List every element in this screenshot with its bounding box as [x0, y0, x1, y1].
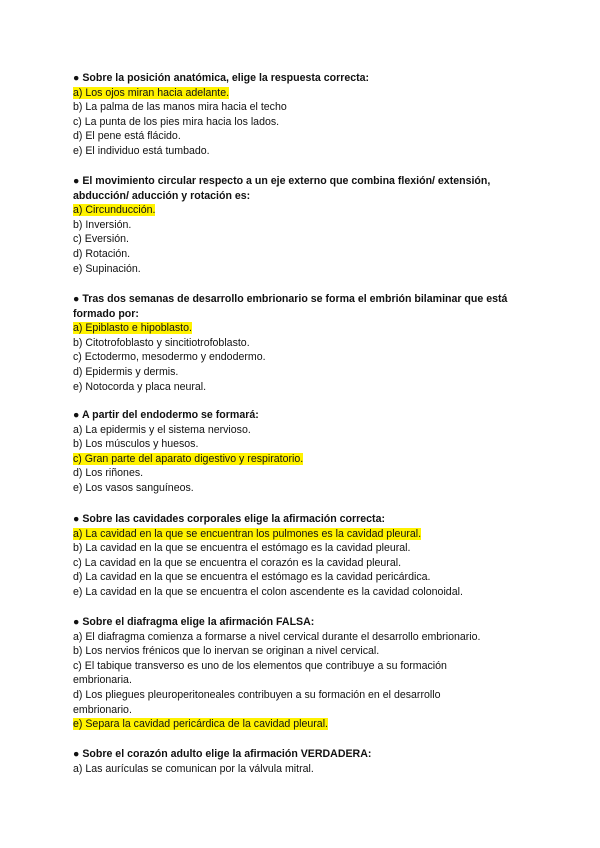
answer-option: c) La punta de los pies mira hacia los lados. — [73, 115, 280, 128]
question-stem: ● A partir del endodermo se formará: — [73, 409, 259, 421]
answer-option: c) El tabique transverso es uno de los elementos que contribuye a su formación embrionaria. — [73, 659, 447, 687]
question-stem: ● Sobre el corazón adulto elige la afirmación VERDADERA: — [73, 748, 372, 760]
answer-option: b) La palma de las manos mira hacia el techo — [73, 101, 287, 114]
question-1 — [73, 71, 533, 159]
answer-option: d) La cavidad en la que se encuentra el estómago es la cavidad pericárdica. — [73, 571, 431, 584]
answer-option: a) La epidermis y el sistema nervioso. — [73, 423, 251, 436]
answer-option: d) Los pliegues pleuroperitoneales contribuyen a su formación en el desarrollo embrionario. — [73, 688, 441, 716]
answer-option — [73, 452, 533, 467]
answer-option: a) El diafragma comienza a formarse a nivel cervical durante el desarrollo embrionario. — [73, 630, 481, 643]
answer-option: b) Los nervios frénicos que lo inervan se originan a nivel cervical. — [73, 645, 380, 658]
answer-option: b) Inversión. — [73, 218, 132, 231]
highlighted-correct-answer: a) La cavidad en la que se encuentran los pulmones es la cavidad pleural. — [73, 527, 422, 540]
question-stem: ● El movimiento circular respecto a un eje externo que combina flexión/ extensión, abducción/ aducción y rotación es: — [73, 175, 491, 202]
question-6 — [73, 615, 533, 732]
answer-option — [73, 86, 533, 101]
answer-option: e) Supinación. — [73, 262, 141, 275]
answer-option: e) La cavidad en la que se encuentra el colon ascendente es la cavidad colonoidal. — [73, 585, 463, 598]
answer-option: c) La cavidad en la que se encuentra el corazón es la cavidad pleural. — [73, 556, 402, 569]
answer-option — [73, 203, 533, 218]
answer-option: d) El pene está flácido. — [73, 130, 181, 143]
question-5 — [73, 512, 533, 600]
answer-option: e) El individuo está tumbado. — [73, 144, 210, 157]
question-stem: ● Tras dos semanas de desarrollo embrionario se forma el embrión bilaminar que está formado por: — [73, 293, 508, 320]
answer-option: b) La cavidad en la que se encuentra el estómago es la cavidad pleural. — [73, 542, 411, 555]
answer-option — [73, 321, 533, 336]
question-2 — [73, 174, 533, 276]
question-7 — [73, 747, 533, 776]
answer-option: c) Ectodermo, mesodermo y endodermo. — [73, 351, 266, 364]
answer-option: d) Rotación. — [73, 247, 131, 260]
question-stem: ● Sobre el diafragma elige la afirmación FALSA: — [73, 616, 315, 628]
highlighted-correct-answer: c) Gran parte del aparato digestivo y respiratorio. — [73, 452, 304, 465]
answer-option: e) Notocorda y placa neural. — [73, 380, 207, 393]
answer-option: e) Los vasos sanguíneos. — [73, 481, 194, 494]
answer-option — [73, 717, 533, 732]
answer-option: d) Epidermis y dermis. — [73, 365, 179, 378]
answer-option: c) Eversión. — [73, 233, 129, 246]
answer-option: a) Las aurículas se comunican por la válvula mitral. — [73, 762, 314, 775]
highlighted-correct-answer: e) Separa la cavidad pericárdica de la cavidad pleural. — [73, 718, 328, 731]
answer-option — [73, 527, 533, 542]
highlighted-correct-answer: a) Epiblasto e hipoblasto. — [73, 322, 192, 335]
answer-option: b) Citotrofoblasto y sincitiotrofoblasto. — [73, 336, 250, 349]
answer-option: b) Los músculos y huesos. — [73, 438, 199, 451]
question-stem: ● Sobre las cavidades corporales elige la afirmación correcta: — [73, 513, 385, 525]
question-4 — [73, 408, 533, 496]
highlighted-correct-answer: a) Los ojos miran hacia adelante. — [73, 86, 230, 99]
highlighted-correct-answer: a) Circunducción. — [73, 204, 156, 217]
question-stem: ● Sobre la posición anatómica, elige la respuesta correcta: — [73, 72, 370, 84]
answer-option: d) Los riñones. — [73, 467, 144, 480]
question-3 — [73, 292, 533, 394]
